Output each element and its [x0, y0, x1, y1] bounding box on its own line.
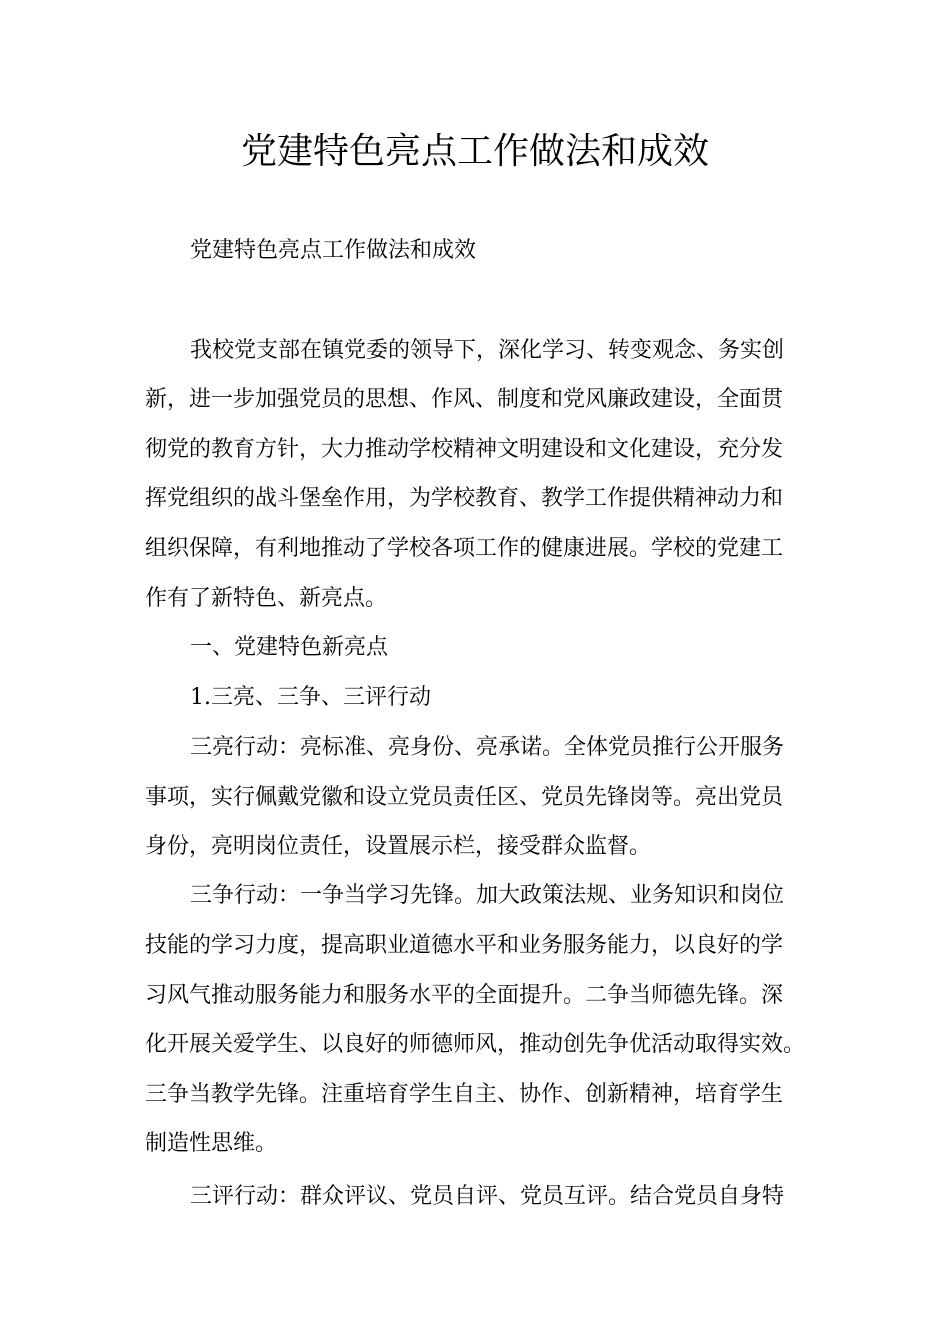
- body-line: 制造性思维。: [145, 1131, 278, 1156]
- body-line: 三争行动：一争当学习先锋。加大政策法规、业务知识和岗位: [190, 883, 785, 908]
- body-line: 事项，实行佩戴党徽和设立党员责任区、党员先锋岗等。亮出党员: [145, 785, 784, 810]
- body-line: 三亮行动：亮标准、亮身份、亮承诺。全体党员推行公开服务: [190, 735, 785, 760]
- body-line: 身份，亮明岗位责任，设置展示栏，接受群众监督。: [145, 834, 652, 859]
- body-line: 挥党组织的战斗堡垒作用，为学校教育、教学工作提供精神动力和: [145, 486, 784, 511]
- subsection-heading: 1.三亮、三争、三评行动: [190, 685, 431, 710]
- body-line: 三争当教学先锋。注重培育学生自主、协作、创新精神，培育学生: [145, 1082, 784, 1107]
- body-line: 我校党支部在镇党委的领导下，深化学习、转变观念、务实创: [190, 338, 785, 363]
- document-title: 党建特色亮点工作做法和成效: [240, 131, 709, 172]
- body-line: 化开展关爱学生、以良好的师德师风，推动创先争优活动取得实效。: [145, 1032, 806, 1057]
- body-line: 彻党的教育方针，大力推动学校精神文明建设和文化建设，充分发: [145, 437, 784, 462]
- document-subtitle: 党建特色亮点工作做法和成效: [190, 238, 477, 263]
- body-line: 组织保障，有利地推动了学校各项工作的健康进展。学校的党建工: [145, 536, 784, 561]
- body-line: 新，进一步加强党员的思想、作风、制度和党风廉政建设，全面贯: [145, 387, 784, 412]
- section-heading: 一、党建特色新亮点: [190, 635, 389, 660]
- body-line: 技能的学习力度，提高职业道德水平和业务服务能力，以良好的学: [145, 933, 784, 958]
- body-line: 三评行动：群众评议、党员自评、党员互评。结合党员自身特: [190, 1184, 785, 1209]
- body-line: 习风气推动服务能力和服务水平的全面提升。二争当师德先锋。深: [145, 983, 784, 1008]
- body-line: 作有了新特色、新亮点。: [145, 586, 388, 611]
